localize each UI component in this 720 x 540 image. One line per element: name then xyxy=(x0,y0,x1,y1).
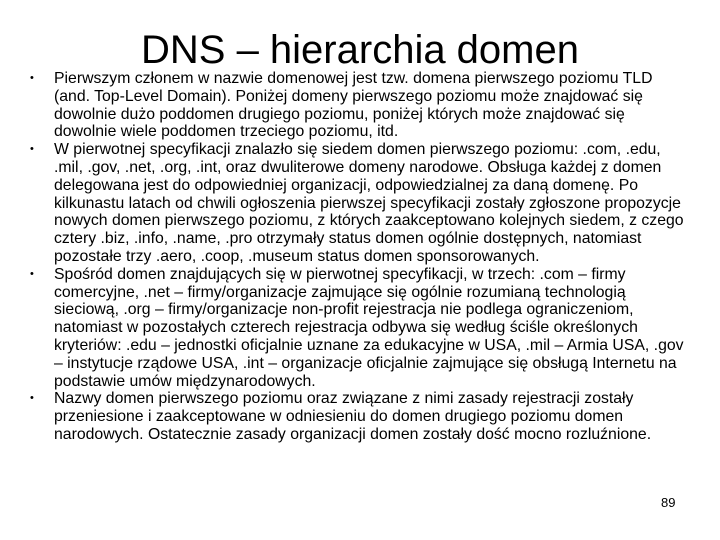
bullet-item xyxy=(30,390,690,443)
bullet-text: Nazwy domen pierwszego poziomu oraz związane z nimi zasady rejestracji zostały przeniesione i zaakceptowane w odniesieniu do domen drugiego poziomu domen narodowych. Ostatecznie zasady organizacji domen zostały dość mocno rozluźnione. xyxy=(54,390,652,443)
bullet-icon: • xyxy=(30,72,34,84)
page-number: 89 xyxy=(661,495,676,510)
bullet-item xyxy=(30,70,690,141)
bullet-icon: • xyxy=(30,392,34,405)
bullet-item xyxy=(30,141,690,266)
bullet-item xyxy=(30,266,690,391)
bullet-list xyxy=(30,70,690,444)
slide-title: DNS – hierarchia domen xyxy=(141,28,579,72)
bullet-icon: • xyxy=(30,267,34,280)
bullet-text: W pierwotnej specyfikacji znalazło się siedem domen pierwszego poziomu: .com, .edu, .mil, .gov, .net, .org, .int, oraz dwuliterowe domeny narodowe. Obsługa każdej z domen delegowana jest do odpowiedniej organizacji, odpowiedzialnej za daną domenę. Po kilkunastu latach od chwili ogłoszenia pierwszej specyfikacji zostały zgłoszone propozycje nowych domen pierwszego poziomu, z których zaakceptowano kolejnych siedem, z czego cztery .biz, .info, .name, .pro otrzymały status domen ogólnie dostępnych, natomiast pozostałe trzy .aero, .coop, .museum status domen sponsorowanych. xyxy=(54,141,684,265)
bullet-text: Spośród domen znajdujących się w pierwotnej specyfikacji, w trzech: .com – firmy comercyjne, .net – firmy/organizacje zajmujące się ogólnie rozumianą technologią sieciową, .org – firmy/organizacje non-profit rejestracja nie podlega ograniczeniom, natomiast w pozostałych czterech rejestracja odbywa się według ściśle określonych kryteriów: .edu – jednostki oficjalnie uznane za edukacyjne w USA, .mil – Armia USA, .gov – instytucje rządowe USA, .int – organizacje oficjalnie zajmujące się obsługą Internetu na podstawie umów międzynarodowych. xyxy=(54,265,684,390)
bullet-icon: • xyxy=(30,143,34,156)
bullet-text: Pierwszym członem w nazwie domenowej jest tzw. domena pierwszego poziomu TLD (and. Top-Level Domain). Poniżej domeny pierwszego poziomu może znajdować się dowolnie dużo poddomen drugiego poziomu, poniżej których może znajdować się dowolnie wiele poddomen trzeciego poziomu, itd. xyxy=(54,70,653,141)
